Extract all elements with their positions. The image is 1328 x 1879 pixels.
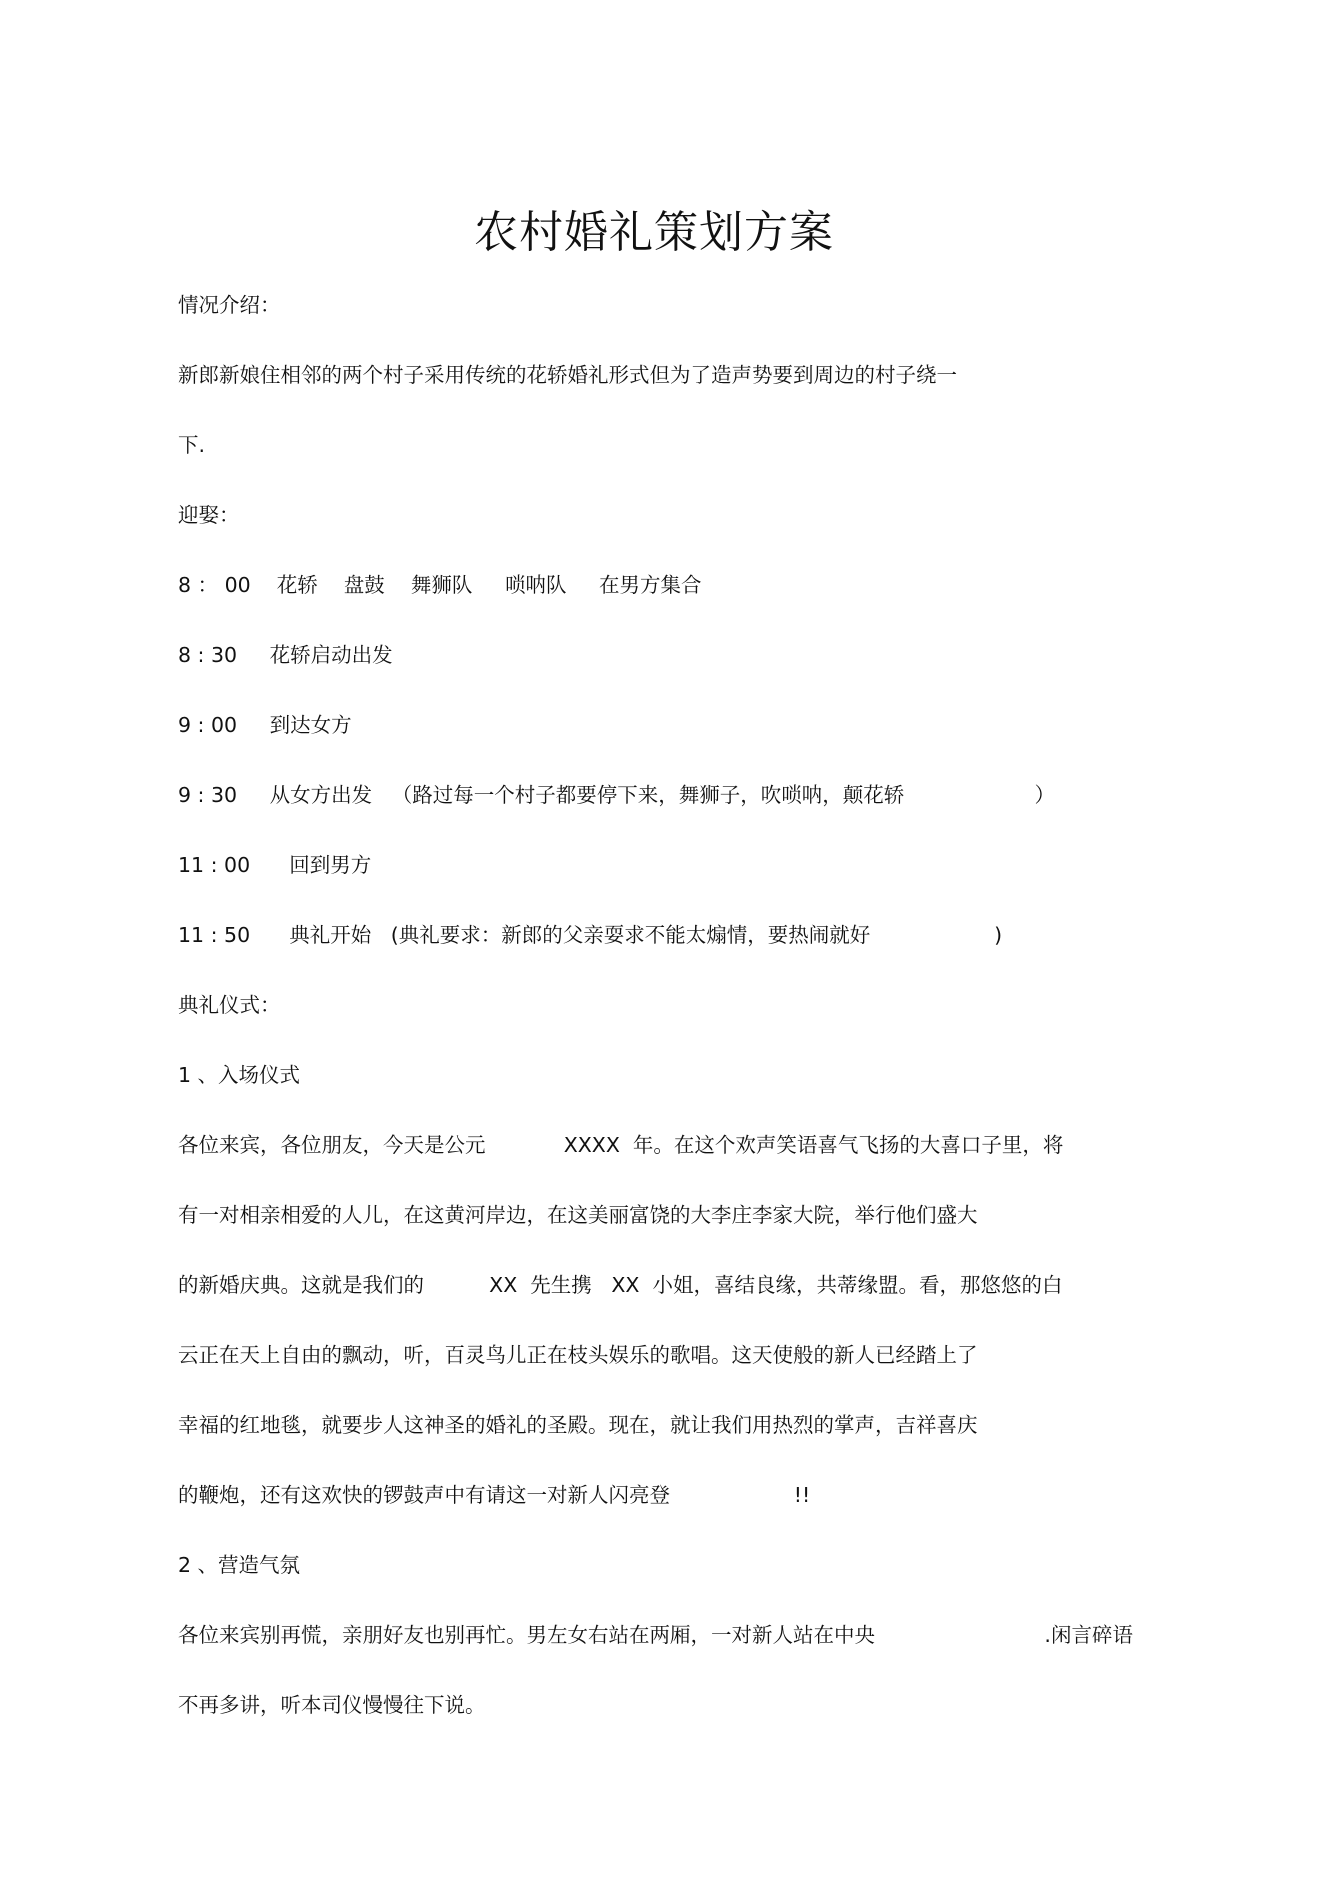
text-line: 11 : 50 典礼开始 (典礼要求：新郎的父亲耍求不能太煽情，要热闹就好 ) xyxy=(178,923,1003,947)
text-line: 的鞭炮，还有这欢快的锣鼓声中有请这一对新人闪亮登 !! xyxy=(178,1483,811,1507)
text-line: 下. xyxy=(178,433,206,457)
text-line: 有一对相亲相爱的人儿，在这黄河岸边，在这美丽富饶的大李庄李家大院，举行他们盛大 xyxy=(178,1203,978,1227)
text-line: 9 : 30 从女方出发 （路过每一个村子都要停下来，舞狮子，吹唢呐，颠花轿 ） xyxy=(178,783,1056,807)
text-line: 云正在天上自由的飘动，听，百灵鸟儿正在枝头娱乐的歌唱。这天使般的新人已经踏上了 xyxy=(178,1343,978,1367)
text-line: 不再多讲，听本司仪慢慢往下说。 xyxy=(178,1693,486,1717)
text-line: 新郎新娘住相邻的两个村子采用传统的花轿婚礼形式但为了造声势要到周边的村子绕一 xyxy=(178,363,957,387)
text-line: 11 : 00 回到男方 xyxy=(178,853,372,877)
text-line: 8 : 30 花轿启动出发 xyxy=(178,643,393,667)
text-line: 2 、营造气氛 xyxy=(178,1553,301,1577)
text-line: 8 ： 00 花轿 盘鼓 舞狮队 唢呐队 在男方集合 xyxy=(178,573,702,597)
document-title: 农村婚礼策划方案 xyxy=(474,207,834,258)
text-line: 幸福的红地毯，就要步人这神圣的婚礼的圣殿。现在，就让我们用热烈的掌声，吉祥喜庆 xyxy=(178,1413,978,1437)
text-line: 各位来宾别再慌，亲朋好友也别再忙。男左女右站在两厢，一对新人站在中央 .闲言碎语 xyxy=(178,1623,1133,1647)
text-line: 1 、入场仪式 xyxy=(178,1063,301,1087)
text-line: 情况介绍： xyxy=(178,293,281,317)
text-line: 9 : 00 到达女方 xyxy=(178,713,352,737)
text-line: 各位来宾，各位朋友，今天是公元 XXXX 年。在这个欢声笑语喜气飞扬的大喜口子里，将 xyxy=(178,1133,1064,1157)
text-line: 迎娶： xyxy=(178,503,240,527)
text-line: 典礼仪式： xyxy=(178,993,281,1017)
text-line: 的新婚庆典。这就是我们的 XX 先生携 XX 小姐，喜结良缘，共蒂缘盟。看，那悠悠的白 xyxy=(178,1273,1063,1297)
